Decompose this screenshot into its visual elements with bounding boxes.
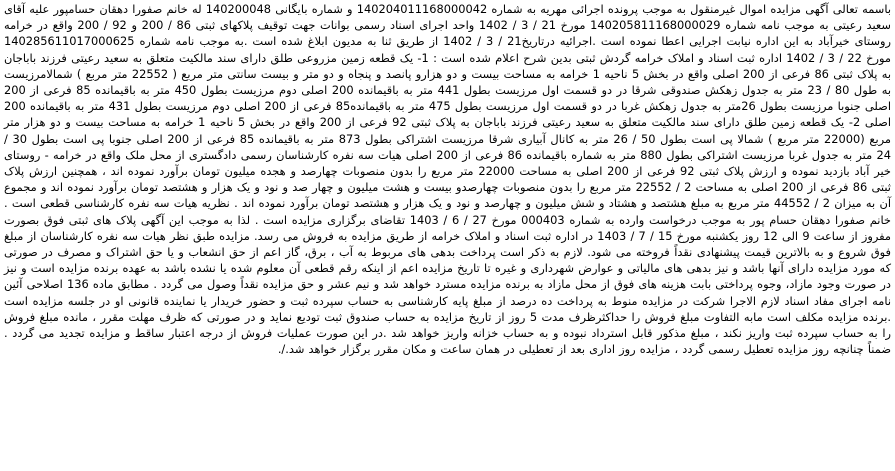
auction-notice-text: باسمه تعالی آگهی مزایده اموال غیرمنقول به موجب پرونده اجرائی مهریه به شماره 140204011168000042 و شماره بایگانی 140200048 له خانم صفورا دهقان حسامپور علیه آقای سعید رعیتی به موجب نامه شماره 140205811168000029 مورخ 21 / 3 / 1402 واحد اجرای اسناد رسمی بوانات جهت توقیف پلاکهای ثبتی 86 / 200 و 92 / 200 واقع در خرامه روستای خیرآباد به این اداره نیابت اجرایی اعطا نموده است .اجرائیه درتاریخ21 / 3 / 1402 از طریق ثنا به مدیون ابلاغ شده است .به موجب نامه شماره 140285611017000625 مورخ 22 / 3 / 1402 اداره ثبت اسناد و املاک خرامه گردش ثبتی بدین شرح اعلام شده است : 1- یک قطعه زمین مزروعی طلق دارای سند مالکیت متعلق به سعید رعیتی فرزند باباجان به پلاک ثبتی 86 فرعی از 200 اصلی واقع در بخش 5 ناحیه 1 خرامه به مساحت بیست و دو هزارو پانصد و پنجاه و دو متر و بیست سانتی متر مربع ( 22552 متر مربع ) شمالامرزیست به طول 80 / 23 متر به جدول زهکش صندوقی شرقا در دو قسمت اول مرزیست بطول 441 متر به باقیمانده 200 اصلی دوم مرزیست بطول 450 متر به باقیمانده 85 فرعی از 200 اصلی جنوبا مرزیست بطول 26متر به جدول زهکش غربا در دو قسمت اول مرزیست بطول 475 متر به باقیمانده85 فرعی از 200 اصلی دوم مرزیست بطول 431 متر به باقیمانده 200 اصلی 2- یک قطعه زمین طلق دارای سند مالکیت متعلق به سعید رعیتی فرزند باباجان به پلاک ثبتی 92 فرعی از 200 واقع در بخش 5 ناحیه 1 خرامه به مساحت بیست و دو هزار متر مربع (22000 متر مربع ) شمالا پی است بطول 50 / 26 متر به کانال آبیاری شرقا مرزیست اشتراکی بطول 873 متر به باقیمانده 85 فرعی از 200 اصلی جنوبا پی است بطول 30 / 24 متر به جدول غربا مرزیست اشتراکی بطول 880 متر به شماره باقیمانده 86 فرعی از 200 اصلی هیات سه نفره کارشناسان رسمی دادگستری از محل ملک واقع در خرامه - روستای خیر آباد بازدید نموده و ارزش پلاک ثبتی 92 فرعی از 200 اصلی به مساحت 22000 متر مربع را بدون منصوبات چهارصد و هجده میلیون تومان برآورد نموده اند ، همچنین ارزش پلاک ثبتی 86 فرعی از 200 اصلی به مساحت 2 / 22552 متر مربع را بدون منصوبات چهارصدو بیست و هشت میلیون و چهار صد و نود و یک هزار و هشتصد تومان برآورد نموده اند و مجموع آن به میزان 2 / 44552 متر مربع به مبلغ هشتصد و هشتاد و شش میلیون و چهارصد و نود و یک هزار و هشتصد تومان برآورد نموده اند . نظریه هیات سه نفره کارشناسی قطعی است . خانم صفورا دهقان حسام پور به موجب درخواست وارده به شماره 000403 مورخ 27 / 6 / 1403 تقاضای برگزاری مزایده است . لذا به موجب این آگهی پلاک های ثبتی فوق بصورت مفروز از ساعت 9 الی 12 روز یکشنبه مورخ 15 / 7 / 1403 در اداره ثبت اسناد و املاک خرامه از طریق مزایده به فروش می رسد. مزایده طبق نظر هیات سه نفره کارشناسان از مبلغ فوق شروع و به بالاترین قیمت پیشنهادی نقداً فروخته می شود. لازم به ذکر است پرداخت بدهی های مربوط به آب ، برق، گاز اعم از حق انشعاب و یا حق اشتراک و مصرف در صورتی که مورد مزایده دارای آنها باشد و نیز بدهی های مالیاتی و عوارض شهرداری و غیره تا تاریخ مزایده اعم از اینکه رقم قطعی آن معلوم شده یا نشده باشد به عهده برنده مزایده است و نیز در صورت وجود مازاد، وجوه پرداختی بابت هزینه های فوق از محل مازاد به برنده مزایده مسترد خواهد شد و نیم عشر و حق مزایده نقداً وصول می گردد . مطابق ماده 136 اصلاحی آئین نامه اجرای مفاد اسناد لازم الاجرا شرکت در مزایده منوط به پرداخت ده درصد از مبلغ پایه کارشناسی به حساب سپرده ثبت و حضور خریدار یا نماینده قانونی او در جلسه مزایده است .برنده مزایده مکلف است مابه التفاوت مبلغ فروش را حداکثرظرف مدت 5 روز از تاریخ مزایده به حساب صندوق ثبت تودیع نماید و در صورتی که ظرف مهلت مقرر ، مانده مبلغ فروش را به حساب سپرده ثبت واریز نکند ، مبلغ مذکور قابل استرداد نبوده و به حساب خزانه واریز خواهد شد .در این صورت عملیات فروش از درجه اعتبار ساقط و مزایده تجدید می گردد . ضمناً چنانچه روز مزایده تعطیل رسمی گردد ، مزایده روز اداری بعد از تعطیلی در همان ساعت و مکان مقرر برگزار خواهد شد./. [4,2,892,357]
